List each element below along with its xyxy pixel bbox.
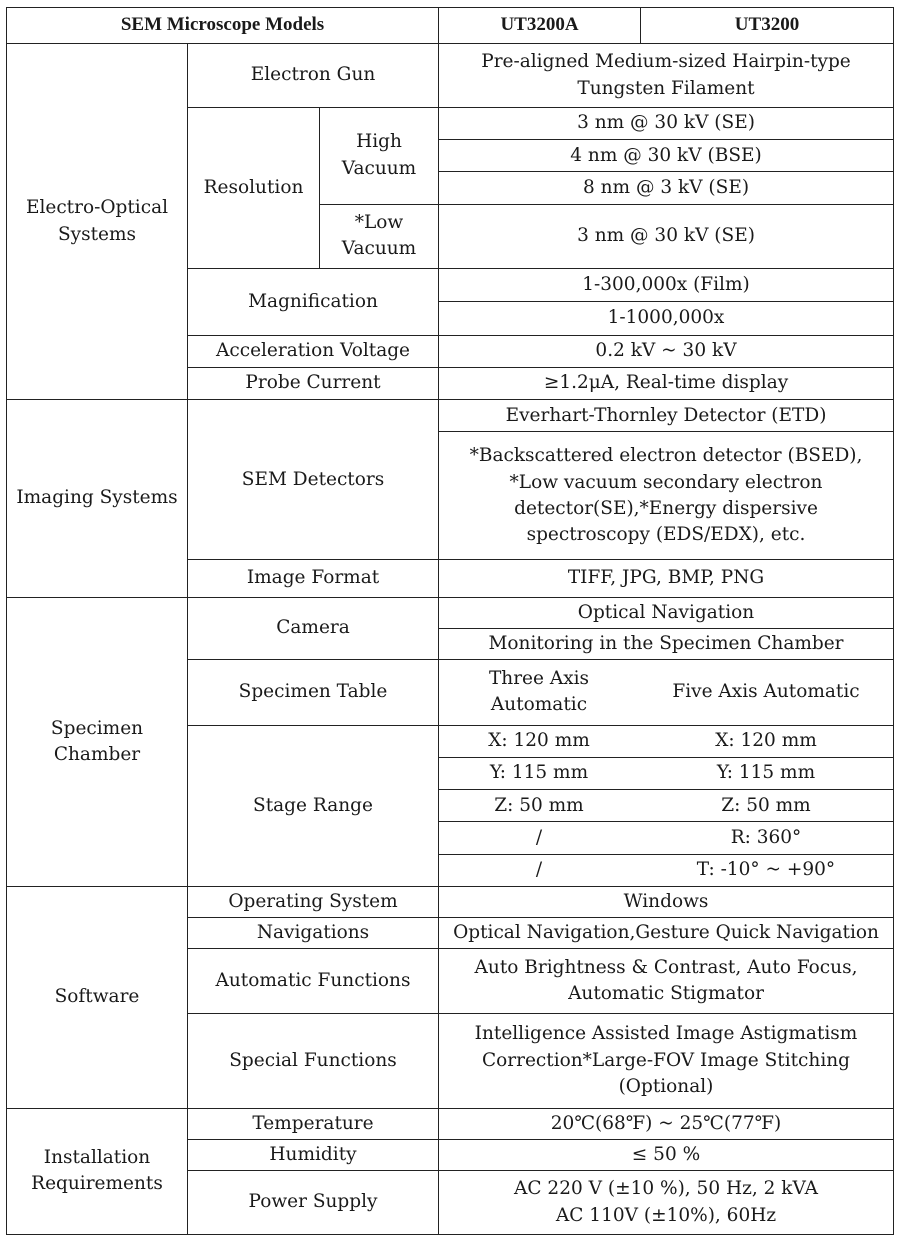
- resolution-value: 8 nm @ 3 kV (SE): [439, 172, 894, 204]
- humidity-value: ≤ 50 %: [439, 1139, 894, 1170]
- electron-gun-label: Electron Gun: [188, 44, 439, 108]
- resolution-label: Resolution: [188, 107, 320, 268]
- special-functions-label: Special Functions: [188, 1013, 439, 1108]
- camera-value: Monitoring in the Specimen Chamber: [439, 628, 894, 659]
- section-electro-optical: Electro-Optical Systems: [7, 44, 188, 400]
- probe-current-label: Probe Current: [188, 367, 439, 399]
- sem-detectors-label: SEM Detectors: [188, 400, 439, 560]
- section-imaging: Imaging Systems: [7, 400, 188, 598]
- stage-range-b: X: 120 mm: [715, 730, 817, 752]
- stage-range-label: Stage Range: [188, 725, 439, 886]
- camera-label: Camera: [188, 597, 439, 660]
- image-format-label: Image Format: [188, 560, 439, 597]
- electron-gun-value: Pre-aligned Medium-sized Hairpin-type Tungsten Filament: [439, 44, 894, 108]
- special-functions-value: Intelligence Assisted Image Astigmatism Correction*Large-FOV Image Stitching (Optional): [439, 1013, 894, 1108]
- operating-system-label: Operating System: [188, 886, 439, 917]
- power-supply-line: AC 110V (±10%), 60Hz: [555, 1204, 777, 1226]
- stage-range-b: R: 360°: [730, 826, 802, 848]
- stage-range-b: Z: 50 mm: [721, 794, 811, 816]
- stage-range-b: T: -10° ~ +90°: [696, 859, 836, 881]
- operating-system-value: Windows: [439, 886, 894, 917]
- stage-range-row: [439, 757, 894, 789]
- header-model-b: UT3200: [641, 8, 894, 44]
- section-installation: Installation Requirements: [7, 1108, 188, 1234]
- stage-range-row: [439, 822, 894, 854]
- power-supply-label: Power Supply: [188, 1171, 439, 1235]
- temperature-value: 20℃(68℉) ~ 25℃(77℉): [439, 1108, 894, 1139]
- stage-range-row: [439, 854, 894, 886]
- acceleration-voltage-label: Acceleration Voltage: [188, 335, 439, 367]
- automatic-functions-label: Automatic Functions: [188, 949, 439, 1014]
- detector-value: Everhart-Thornley Detector (ETD): [439, 400, 894, 432]
- magnification-value: 1-1000,000x: [439, 302, 894, 335]
- specimen-table-label: Specimen Table: [188, 660, 439, 726]
- resolution-value: 3 nm @ 30 kV (SE): [439, 107, 894, 139]
- specimen-table-b: Five Axis Automatic: [672, 681, 860, 703]
- specimen-table-a: Three Axis Automatic: [488, 668, 590, 716]
- section-specimen-chamber: Specimen Chamber: [7, 597, 188, 886]
- navigations-value: Optical Navigation,Gesture Quick Navigation: [439, 918, 894, 949]
- header-row: [7, 8, 894, 44]
- image-format-value: TIFF, JPG, BMP, PNG: [439, 560, 894, 597]
- stage-range-row: [439, 725, 894, 757]
- acceleration-voltage-value: 0.2 kV ~ 30 kV: [439, 335, 894, 367]
- stage-range-a: /: [535, 859, 543, 881]
- magnification-label: Magnification: [188, 269, 439, 336]
- specimen-table-values: [439, 660, 894, 726]
- stage-range-row: [439, 790, 894, 822]
- low-vacuum-value: 3 nm @ 30 kV (SE): [439, 204, 894, 269]
- low-vacuum-label: *Low Vacuum: [320, 204, 439, 269]
- stage-range-a: Z: 50 mm: [494, 794, 584, 816]
- stage-range-a: X: 120 mm: [488, 730, 590, 752]
- humidity-label: Humidity: [188, 1139, 439, 1170]
- header-model-a: UT3200A: [439, 8, 641, 44]
- probe-current-value: ≥1.2μA, Real-time display: [439, 367, 894, 399]
- stage-range-a: Y: 115 mm: [489, 762, 589, 784]
- spec-table: [6, 7, 894, 1235]
- automatic-functions-value: Auto Brightness & Contrast, Auto Focus, Automatic Stigmator: [439, 949, 894, 1014]
- stage-range-a: /: [535, 826, 543, 848]
- stage-range-b: Y: 115 mm: [716, 762, 816, 784]
- power-supply-line: AC 220 V (±10 %), 50 Hz, 2 kVA: [514, 1178, 818, 1200]
- temperature-label: Temperature: [188, 1108, 439, 1139]
- section-software: Software: [7, 886, 188, 1108]
- camera-value: Optical Navigation: [439, 597, 894, 628]
- detector-value: *Backscattered electron detector (BSED), *Low vacuum secondary electron detector(SE),*Energy dispersive spectroscopy (EDS/EDX), etc.: [439, 432, 894, 560]
- resolution-value: 4 nm @ 30 kV (BSE): [439, 140, 894, 172]
- magnification-value: 1-300,000x (Film): [439, 269, 894, 302]
- power-supply-value: [439, 1171, 894, 1235]
- high-vacuum-label: High Vacuum: [320, 107, 439, 204]
- header-models: SEM Microscope Models: [7, 8, 439, 44]
- navigations-label: Navigations: [188, 918, 439, 949]
